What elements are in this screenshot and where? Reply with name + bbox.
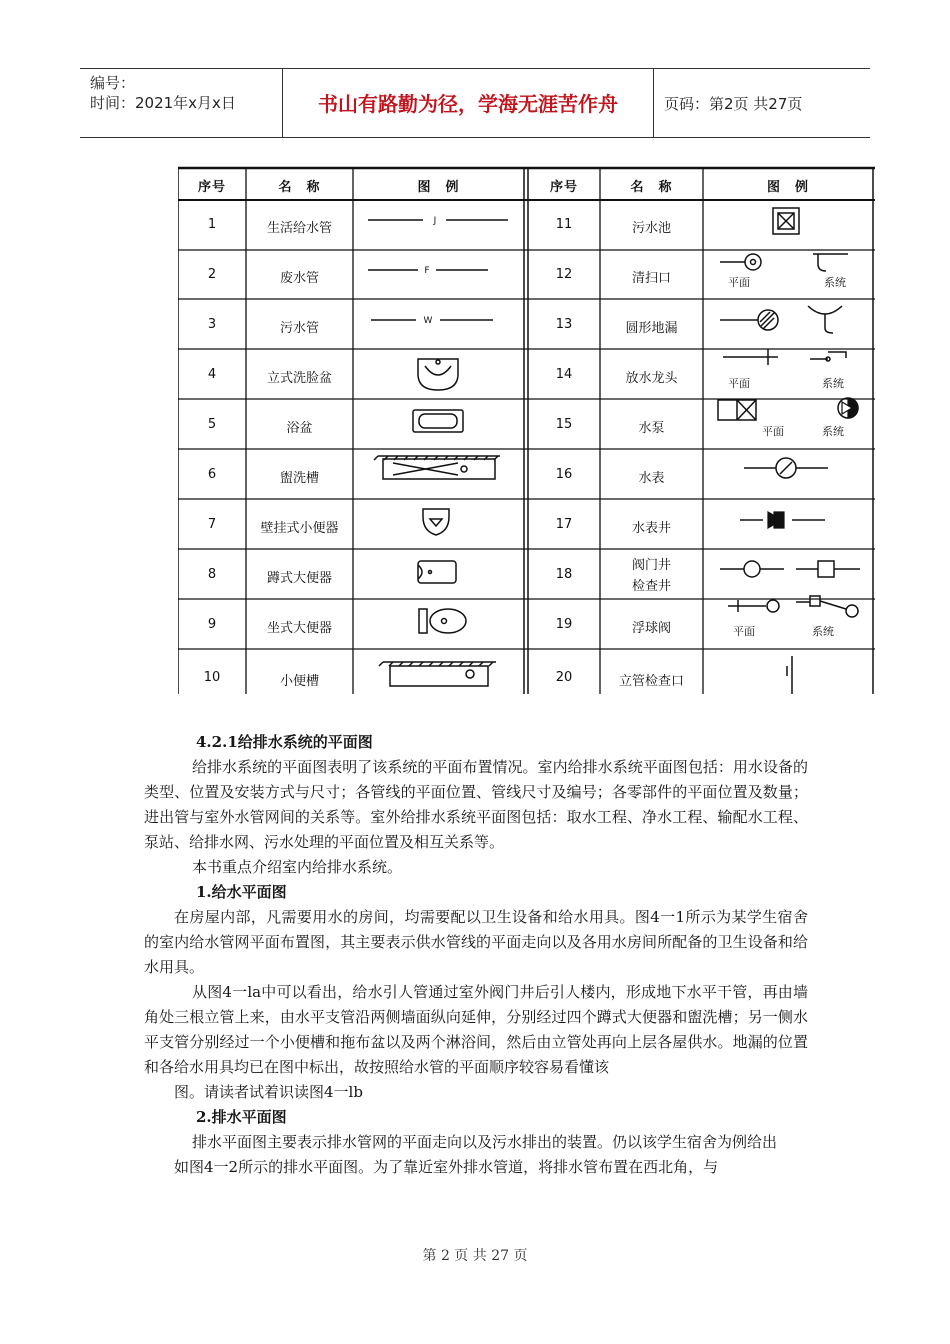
row-name: 小便槽: [279, 674, 319, 689]
header-motto: 书山有路勤为径，学海无涯苦作舟: [318, 92, 618, 116]
row-no: 20: [555, 670, 573, 685]
row-no: 6: [207, 467, 217, 482]
row-no: 19: [555, 617, 573, 632]
row-no: 17: [555, 517, 573, 532]
paragraph: 给排水系统的平面图表明了该系统的平面布置情况。室内给排水系统平面图包括：用水设备的类型、位置及安装方式与尺寸；各管线的平面位置、管线尺寸及编号；各零部件的平面位置及数量；进出管与室外水管网间的关系等。室外给排水系统平面图包括：取水工程、净水工程、输配水工程、泵站、给排水网、污水处理的平面位置及相互关系等。: [144, 758, 808, 851]
row-no: 3: [207, 317, 217, 332]
header-meta: [90, 73, 290, 113]
paragraph: 排水平面图主要表示排水管网的平面走向以及污水排出的装置。仍以该学生宿舍为例给出: [192, 1133, 778, 1151]
paragraph: 如图4一2所示的排水平面图。为了靠近室外排水管道，将排水管布置在西北角，与: [174, 1158, 719, 1176]
system-label: 系统: [812, 625, 834, 638]
row-no: 13: [555, 317, 573, 332]
symbol-letter-f: F: [424, 266, 430, 276]
section-heading: 4.2.1给排水系统的平面图: [196, 733, 373, 751]
row-name: 盥洗槽: [279, 471, 319, 486]
paragraph: 在房屋内部，凡需要用水的房间，均需要配以卫生设备和给水用具。图4一1所示为某学生宿舍的室内给水管网平面布置图，其主要表示供水管线的平面走向以及各用水房间所配备的卫生设备和给水用具。: [144, 908, 808, 976]
row-name: 立管检查口: [618, 674, 684, 689]
row-no: 11: [555, 217, 573, 232]
system-label: 系统: [822, 377, 844, 390]
row-name: 水泵: [638, 421, 665, 436]
col-header-symbol: 图 例: [766, 180, 809, 195]
row-name: 阀门井: [631, 558, 671, 573]
row-no: 8: [207, 567, 217, 582]
plan-label: 平面: [762, 425, 784, 438]
row-name: 废水管: [279, 271, 319, 286]
paragraph: 本书重点介绍室内给排水系统。: [192, 858, 403, 876]
row-name: 清扫口: [631, 271, 671, 286]
col-header-name: 名 称: [278, 180, 321, 195]
subsection-heading: 2.排水平面图: [196, 1108, 287, 1126]
symbol-letter-j: J: [433, 216, 437, 226]
row-no: 9: [207, 617, 217, 632]
row-name: 蹲式大便器: [266, 571, 332, 586]
paragraph: 图。请读者试着识读图4一lb: [174, 1083, 363, 1101]
row-name: 生活给水管: [266, 221, 332, 236]
row-no: 18: [555, 567, 573, 582]
row-name: 浮球阀: [631, 621, 671, 636]
plan-label: 平面: [728, 276, 750, 289]
legend-table: [178, 166, 875, 694]
row-name: 放水龙头: [625, 371, 678, 386]
row-name: 水表井: [631, 521, 671, 536]
col-header-no: 序号: [549, 180, 578, 195]
row-no: 12: [555, 267, 573, 282]
row-no: 1: [207, 217, 217, 232]
date-label: 时间：2021年x月x日: [90, 94, 236, 112]
paragraph: 从图4一la中可以看出，给水引人管通过室外阀门井后引人楼内，形成地下水平干管，再由墙角处三根立管上来，由水平支管沿两侧墙面纵向延伸，分别经过四个蹲式大便器和盥洗槽；另一侧水平支管分别经过一个小便槽和拖布盆以及两个淋浴间，然后由立管处再向上层各屋供水。地漏的位置和各给水用具均已在图中标出，故按照给水管的平面顺序较容易看懂该: [144, 983, 808, 1076]
row-no: 14: [555, 367, 573, 382]
symbol-letter-w: W: [423, 316, 433, 326]
row-name: 污水池: [631, 221, 671, 236]
row-name: 坐式大便器: [266, 621, 332, 636]
row-no: 10: [203, 670, 221, 685]
row-no: 5: [207, 417, 217, 432]
row-name: 壁挂式小便器: [260, 521, 339, 536]
plan-label: 平面: [728, 377, 750, 390]
header-page-info: 页码：第2页 共27页: [664, 95, 803, 113]
row-name: 立式洗脸盆: [266, 371, 332, 386]
row-name-second-line: 检查井: [631, 579, 671, 594]
subsection-heading: 1.给水平面图: [196, 883, 287, 901]
row-no: 15: [555, 417, 573, 432]
row-no: 7: [207, 517, 217, 532]
row-name: 水表: [638, 471, 665, 486]
row-name: 圆形地漏: [625, 321, 678, 336]
page-header: [80, 68, 870, 138]
system-label: 系统: [824, 276, 846, 289]
header-divider: [653, 69, 654, 137]
row-name: 浴盆: [286, 421, 313, 436]
row-no: 2: [207, 267, 217, 282]
serial-label: 编号：: [90, 74, 136, 92]
plan-label: 平面: [733, 625, 755, 638]
row-name: 污水管: [279, 321, 319, 336]
col-header-no: 序号: [197, 180, 226, 195]
row-no: 4: [207, 367, 217, 382]
col-header-name: 名 称: [630, 180, 673, 195]
col-header-symbol: 图 例: [417, 180, 460, 195]
page-footer: 第 2 页 共 27 页: [422, 1248, 528, 1264]
row-no: 16: [555, 467, 573, 482]
system-label: 系统: [822, 425, 844, 438]
document-body: [144, 730, 808, 1180]
